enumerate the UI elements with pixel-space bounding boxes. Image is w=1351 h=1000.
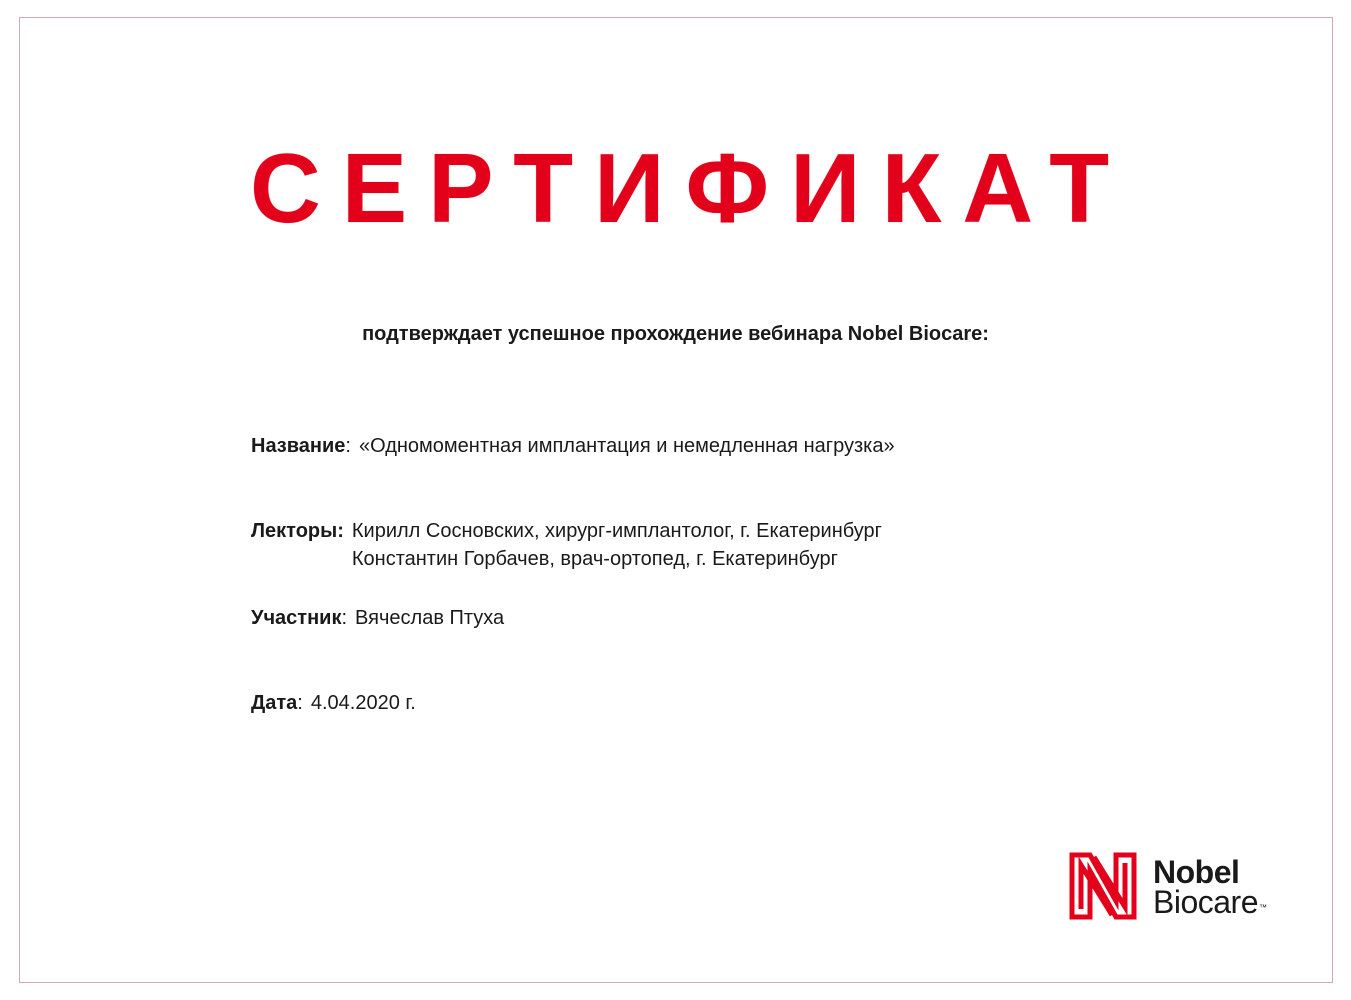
field-name-colon: : (345, 435, 351, 457)
field-name (251, 432, 895, 460)
trademark-symbol: ™ (1259, 903, 1267, 912)
field-date-value: 4.04.2020 г. (310, 692, 416, 714)
certificate-title: СЕРТИФИКАТ (250, 133, 1131, 243)
field-lecturers (251, 517, 882, 573)
logo-wordmark (1153, 854, 1267, 920)
field-date (251, 689, 416, 717)
logo-line-nobel: Nobel (1153, 854, 1240, 890)
logo-line-biocare (1153, 884, 1267, 920)
lecturer-line: Кирилл Сосновских, хирург-имплантолог, г. Екатеринбург (351, 520, 882, 542)
field-participant-value: Вячеслав Птуха (355, 607, 505, 629)
field-participant-colon: : (341, 607, 348, 629)
nobel-n-icon (1068, 851, 1138, 921)
field-date-label: Дата (251, 692, 298, 714)
field-participant (251, 604, 504, 632)
logo-biocare-text: Biocare (1153, 884, 1258, 920)
field-name-label: Название (251, 435, 346, 457)
certificate-subtitle: подтверждает успешное прохождение вебинара Nobel Biocare: (362, 323, 989, 345)
lecturers-list (352, 517, 882, 573)
field-date-colon: : (297, 692, 303, 714)
lecturer-line: Константин Горбачев, врач-ортопед, г. Екатеринбург (351, 548, 838, 570)
field-name-value: «Одномоментная имплантация и немедленная нагрузка» (358, 435, 895, 457)
field-participant-label: Участник (251, 607, 342, 629)
nobel-biocare-logo (1068, 851, 1278, 921)
field-lecturers-label: Лекторы: (251, 520, 344, 542)
